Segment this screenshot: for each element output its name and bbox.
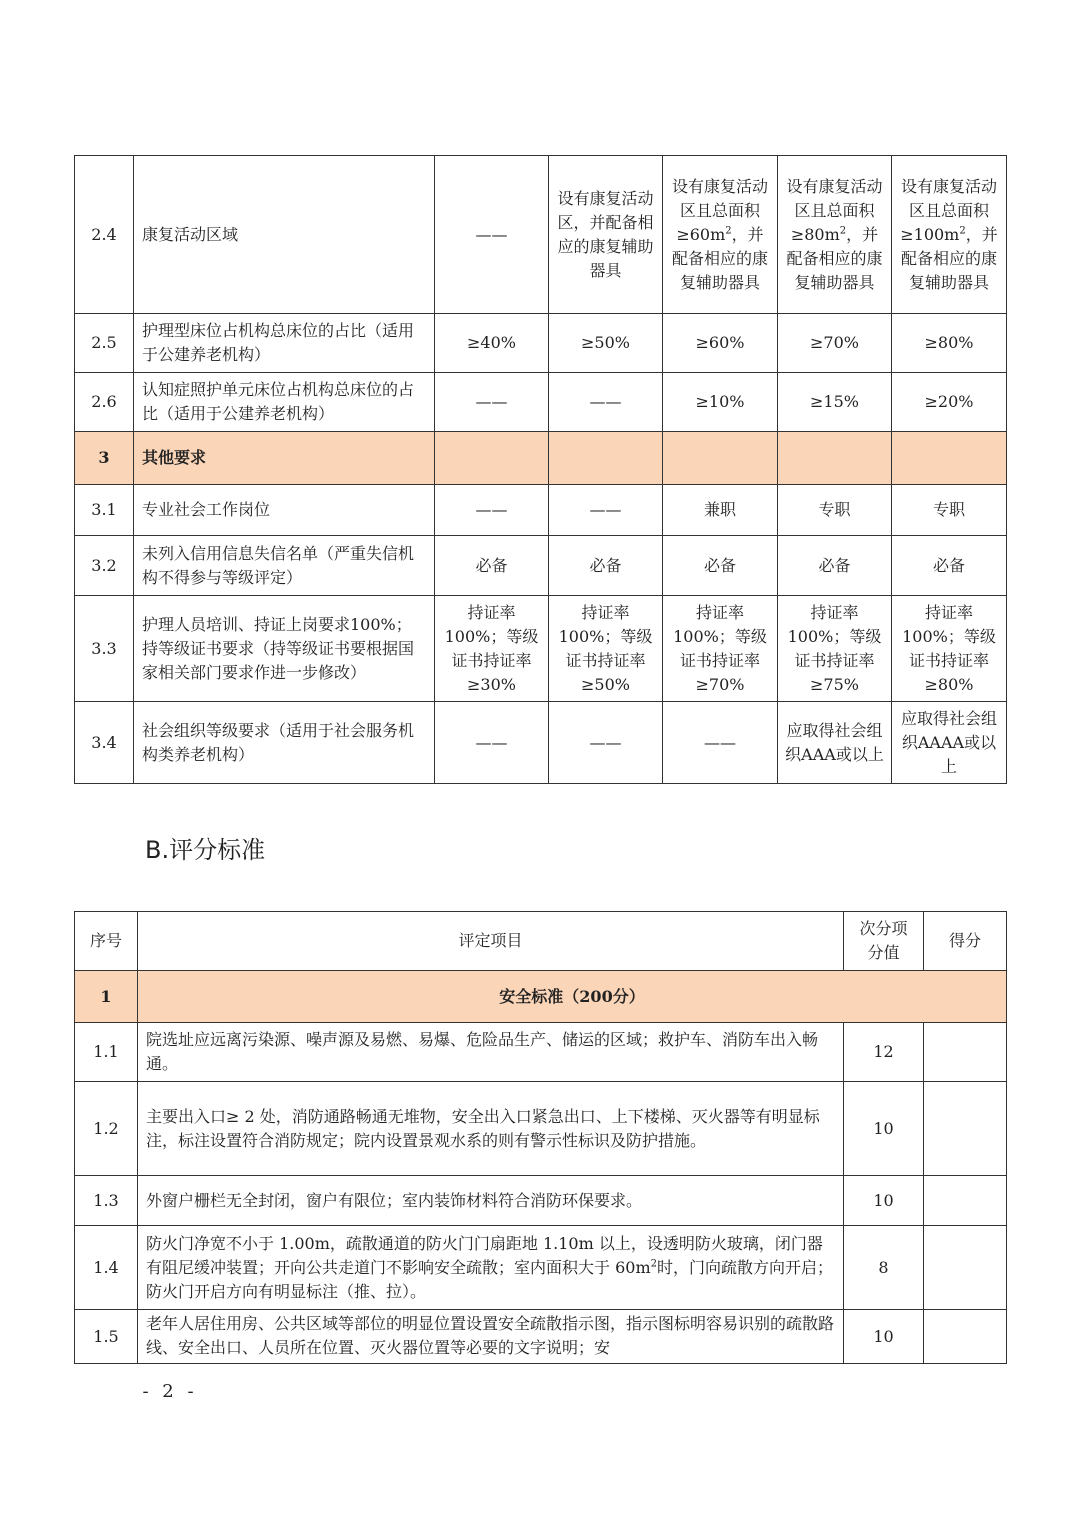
level-4-value: ≥15% (778, 373, 892, 432)
header-got: 得分 (924, 912, 1007, 971)
row-score: 12 (844, 1023, 924, 1082)
row-item: 护理人员培训、持证上岗要求100%；持等级证书要求（持等级证书要根据国家相关部门要求作进一步修改） (134, 596, 435, 702)
row-got (924, 1310, 1007, 1364)
row-score: 10 (844, 1176, 924, 1226)
row-number: 3.4 (75, 702, 134, 784)
table-row (75, 536, 1007, 596)
level-1-value: —— (435, 702, 549, 784)
level-3-value: ≥10% (663, 373, 778, 432)
table-row (75, 156, 1007, 314)
row-item: 主要出入口≥ 2 处，消防通路畅通无堆物，安全出入口紧急出口、上下楼梯、灭火器等有明显标注，标注设置符合消防规定；院内设置景观水系的则有警示性标识及防护措施。 (138, 1082, 844, 1176)
table-row (75, 1023, 1007, 1082)
level-3-value: 兼职 (663, 485, 778, 536)
table-row (75, 596, 1007, 702)
row-number: 1.1 (75, 1023, 138, 1082)
row-item: 外窗户栅栏无全封闭，窗户有限位；室内装饰材料符合消防环保要求。 (138, 1176, 844, 1226)
page-number: - 2 - (142, 1381, 198, 1402)
row-score: 10 (844, 1310, 924, 1364)
level-5-value: 持证率100%；等级证书持证率≥80% (892, 596, 1007, 702)
row-number: 1.5 (75, 1310, 138, 1364)
level-2-value: —— (549, 373, 663, 432)
level-1-value: —— (435, 156, 549, 314)
row-number: 1.2 (75, 1082, 138, 1176)
row-item: 护理型床位占机构总床位的占比（适用于公建养老机构） (134, 314, 435, 373)
row-score: 10 (844, 1082, 924, 1176)
row-number: 2.6 (75, 373, 134, 432)
level-5-value: 设有康复活动区且总面积$\ge 100m^2$，并配备相应的康复辅助器具 (892, 156, 1007, 314)
level-1-value: ≥40% (435, 314, 549, 373)
header-score: 次分项分值 (844, 912, 924, 971)
row-item: 老年人居住用房、公共区域等部位的明显位置设置安全疏散指示图，指示图标明容易识别的疏散路线、安全出口、人员所在位置、灭火器位置等必要的文字说明；安 (138, 1310, 844, 1364)
level-3-value: 设有康复活动区且总面积$\ge 60m^2$，并配备相应的康复辅助器具 (663, 156, 778, 314)
row-item: 认知症照护单元床位占机构总床位的占比（适用于公建养老机构） (134, 373, 435, 432)
level-4-value: 持证率100%；等级证书持证率≥75% (778, 596, 892, 702)
row-item: 专业社会工作岗位 (134, 485, 435, 536)
level-1-value: 必备 (435, 536, 549, 596)
row-number: 2.5 (75, 314, 134, 373)
header-number: 序号 (75, 912, 138, 971)
header-item: 评定项目 (138, 912, 844, 971)
section-title: 其他要求 (134, 432, 435, 485)
level-4-value: 设有康复活动区且总面积$\ge 80m^2$，并配备相应的康复辅助器具 (778, 156, 892, 314)
level-2-value: 设有康复活动区，并配备相应的康复辅助器具 (549, 156, 663, 314)
row-number: 3.1 (75, 485, 134, 536)
table-row (75, 373, 1007, 432)
table-row (75, 702, 1007, 784)
level-1-value: —— (435, 485, 549, 536)
level-5-value: 必备 (892, 536, 1007, 596)
level-1-value: 持证率100%；等级证书持证率≥30% (435, 596, 549, 702)
row-number: 1.4 (75, 1226, 138, 1310)
row-item: 院选址应远离污染源、噪声源及易燃、易爆、危险品生产、储运的区域；救护车、消防车出入畅通。 (138, 1023, 844, 1082)
row-item: 康复活动区域 (134, 156, 435, 314)
row-got (924, 1176, 1007, 1226)
row-number: 3 (75, 432, 134, 485)
row-number: 3.3 (75, 596, 134, 702)
level-2-value: —— (549, 485, 663, 536)
row-score: 8 (844, 1226, 924, 1310)
level-2-value: 必备 (549, 536, 663, 596)
level-4-value: 应取得社会组织AAA或以上 (778, 702, 892, 784)
level-3-value: —— (663, 702, 778, 784)
level-2-value: ≥50% (549, 314, 663, 373)
row-item: 未列入信用信息失信名单（严重失信机构不得参与等级评定） (134, 536, 435, 596)
level-4-value: 专职 (778, 485, 892, 536)
level-1-value: —— (435, 373, 549, 432)
row-got (924, 1082, 1007, 1176)
row-item: 社会组织等级要求（适用于社会服务机构类养老机构） (134, 702, 435, 784)
row-number: 1.3 (75, 1176, 138, 1226)
section-title: 安全标准（200分） (138, 971, 1007, 1023)
level-4-value: ≥70% (778, 314, 892, 373)
level-5-value: 专职 (892, 485, 1007, 536)
header-row (75, 912, 1007, 971)
level-2-value: —— (549, 702, 663, 784)
level-3-value: ≥60% (663, 314, 778, 373)
row-number: 3.2 (75, 536, 134, 596)
row-got (924, 1023, 1007, 1082)
level-4-value: 必备 (778, 536, 892, 596)
section-row (75, 432, 1007, 485)
section-heading: B.评分标准 (145, 836, 266, 864)
level-3-value: 持证率100%；等级证书持证率≥70% (663, 596, 778, 702)
section-row (75, 971, 1007, 1023)
level-5-value: 应取得社会组织AAAA或以上 (892, 702, 1007, 784)
requirements-table (74, 155, 1007, 784)
level-3-value: 必备 (663, 536, 778, 596)
table-row (75, 1310, 1007, 1364)
table-row (75, 1082, 1007, 1176)
table-row (75, 485, 1007, 536)
scoring-table (74, 911, 1007, 1364)
level-5-value: ≥80% (892, 314, 1007, 373)
level-2-value: 持证率100%；等级证书持证率≥50% (549, 596, 663, 702)
row-item: 防火门净宽不小于 1.00m，疏散通道的防火门门扇距地 1.10m 以上，设透明防火玻璃，闭门器有阻尼缓冲装置；开向公共走道门不影响安全疏散；室内面积大于 $60m^2$时，门向疏散方向开启；防火门开启方向有明显标注（推、拉）。 (138, 1226, 844, 1310)
row-got (924, 1226, 1007, 1310)
table-row (75, 314, 1007, 373)
row-number: 2.4 (75, 156, 134, 314)
section-number: 1 (75, 971, 138, 1023)
level-5-value: ≥20% (892, 373, 1007, 432)
table-row (75, 1226, 1007, 1310)
table-row (75, 1176, 1007, 1226)
